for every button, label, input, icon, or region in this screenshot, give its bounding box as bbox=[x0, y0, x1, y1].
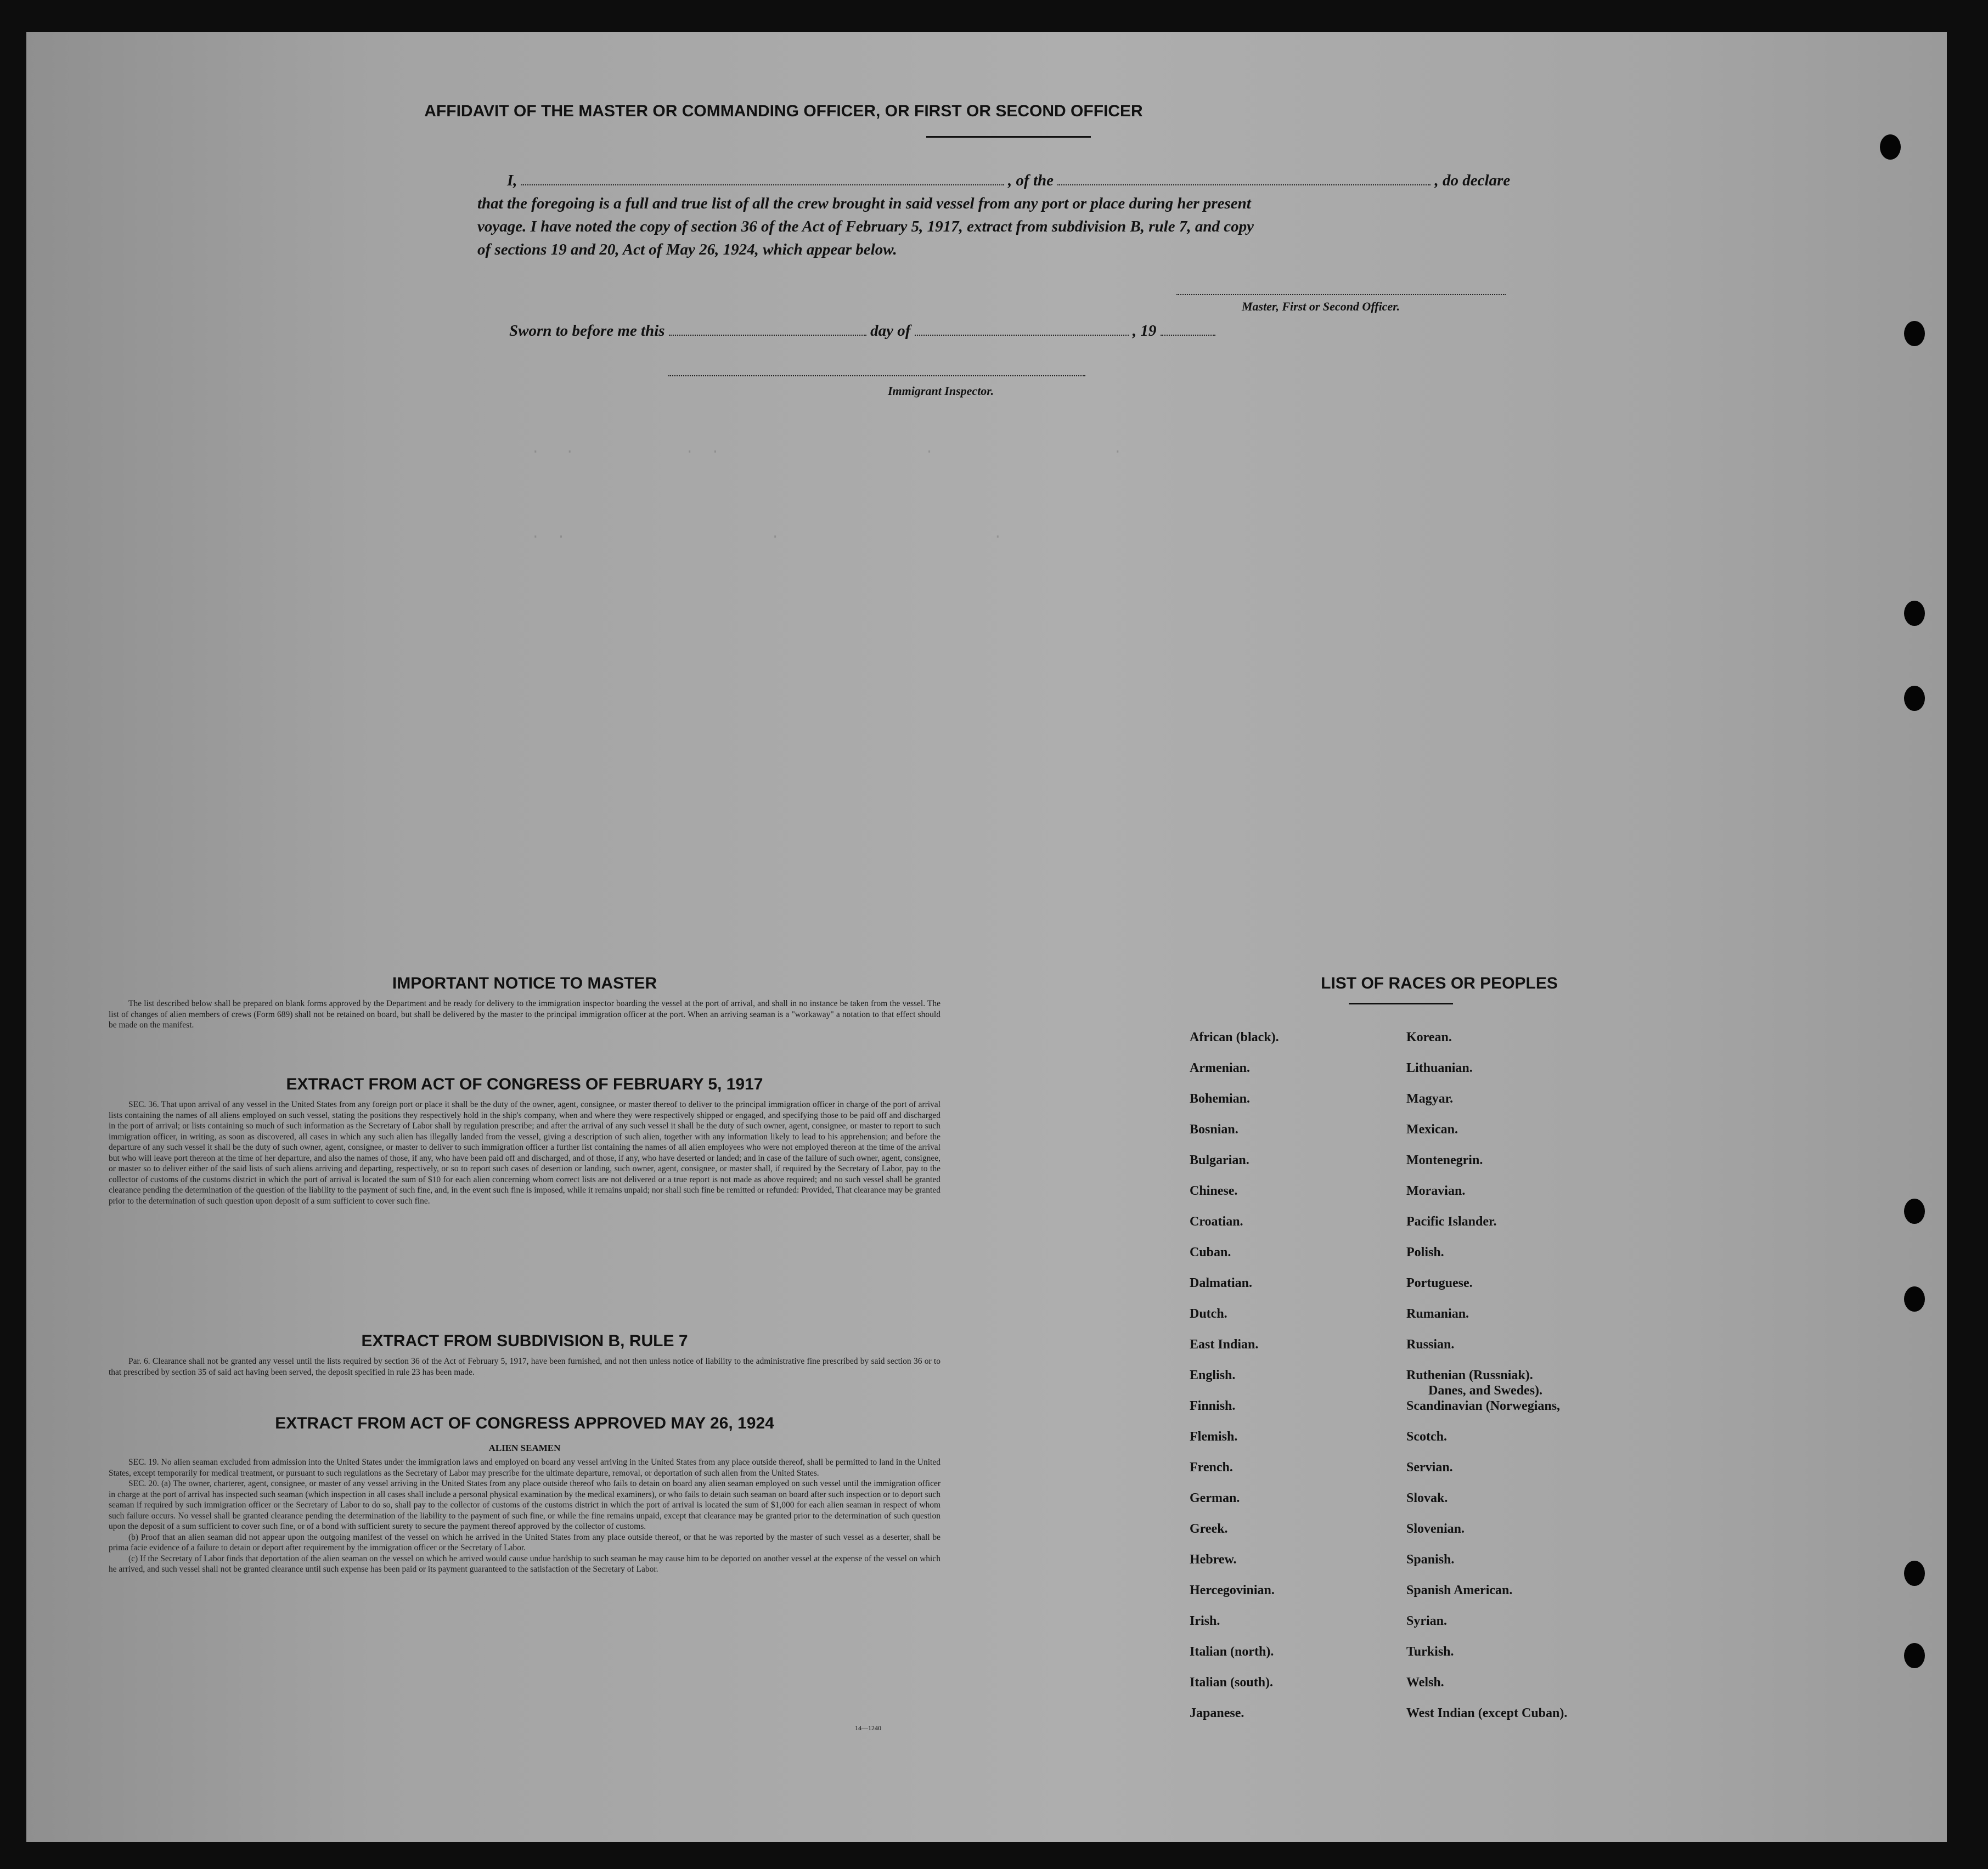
race-item: Dalmatian. bbox=[1190, 1276, 1252, 1290]
notice-title: IMPORTANT NOTICE TO MASTER bbox=[392, 974, 657, 992]
race-scandinavian-continued: Danes, and Swedes). bbox=[1428, 1384, 1543, 1398]
section-20b-paragraph: (b) Proof that an alien seaman did not appear upon the outgoing manifest of the vessel on which he arrived in the United States from any place outside thereof, or that he was reported by the master of such vessel as a deserter, shall be prima facie evidence of a failure to detain or deport after requirement by the immigration officer or the Secretary of Labor. bbox=[109, 1532, 941, 1552]
affidavit-title: AFFIDAVIT OF THE MASTER OR COMMANDING OFFICER, OR FIRST OR SECOND OFFICER bbox=[424, 102, 1143, 120]
sworn-day-of: day of bbox=[870, 322, 911, 340]
extract-1924-title: EXTRACT FROM ACT OF CONGRESS APPROVED MAY 26, 1924 bbox=[275, 1414, 774, 1432]
race-item: Montenegrin. bbox=[1406, 1153, 1483, 1167]
race-item: Mexican. bbox=[1406, 1122, 1458, 1137]
race-item: Bosnian. bbox=[1190, 1122, 1238, 1137]
race-item: Irish. bbox=[1190, 1614, 1220, 1628]
race-item: Bulgarian. bbox=[1190, 1153, 1249, 1167]
extract-1924-body bbox=[109, 1457, 941, 1575]
race-item: Lithuanian. bbox=[1406, 1061, 1473, 1075]
declaration-do-declare: , do declare bbox=[1434, 172, 1511, 189]
races-column-2 bbox=[1406, 1029, 1567, 1736]
race-item: Italian (north). bbox=[1190, 1645, 1274, 1659]
binder-hole bbox=[1904, 1199, 1925, 1224]
race-item: Bohemian. bbox=[1190, 1092, 1251, 1106]
rule7-title: EXTRACT FROM SUBDIVISION B, RULE 7 bbox=[361, 1332, 688, 1350]
race-item: Greek. bbox=[1190, 1522, 1228, 1536]
race-item: West Indian (except Cuban). bbox=[1406, 1706, 1568, 1720]
binder-hole bbox=[1880, 134, 1901, 160]
extract-1917-body bbox=[109, 1099, 941, 1206]
race-item: Chinese. bbox=[1190, 1184, 1238, 1198]
master-signature-label: Master, First or Second Officer. bbox=[1242, 300, 1400, 313]
race-item: Syrian. bbox=[1406, 1614, 1448, 1628]
race-item: Hercegovinian. bbox=[1190, 1583, 1275, 1597]
sworn-text: Sworn to before me this bbox=[509, 322, 665, 340]
declaration-of-the: , of the bbox=[1008, 172, 1054, 189]
extract-1917-title: EXTRACT FROM ACT OF CONGRESS OF FEBRUARY 5, 1917 bbox=[286, 1075, 763, 1093]
notice-body bbox=[109, 998, 941, 1031]
section-20a-paragraph: SEC. 20. (a) The owner, charterer, agent, consignee, or master of any vessel arriving in the United States from any place outside thereof who fails to detain on board any alien seaman employed on such vessel until the immigration officer in charge at the port of arrival has inspected such seaman (which inspection in all cases shall include a personal physical examination by the medical examiners), or who fails to detain such seaman on board after such inspection or to deport such seaman if required by such immigration officer or the Secretary of Labor to do so, shall pay to the collector of customs of the customs district in which the port of arrival is located the sum of $1,000 for each alien seaman in respect of whom such failure occurs. No vessel shall be granted clearance pending the determination of the liability to the payment of such fine, or while the fine remains unpaid, except that clearance may be granted prior to the determination of such question upon the deposit of a sum sufficient to cover such fine, or of a bond with sufficient surety to secure the payment thereof approved by the collector of customs. bbox=[109, 1479, 941, 1531]
section-19-paragraph: SEC. 19. No alien seaman excluded from admission into the United States under the immigration laws and employed on board any vessel arriving in the United States from any place outside thereof, shall be permitted to land in the United States, except temporarily for medical treatment, or pursuant to such regulations as the Secretary of Labor may prescribe for the ultimate departure, removal, or deportation of such alien from the United States. bbox=[109, 1458, 941, 1478]
binder-hole bbox=[1904, 601, 1925, 626]
title-underline bbox=[926, 136, 1091, 138]
race-item: Ruthenian (Russniak). bbox=[1406, 1368, 1533, 1382]
race-item: Welsh. bbox=[1406, 1675, 1444, 1690]
name-blank bbox=[521, 184, 1004, 185]
notice-paragraph: The list described below shall be prepared on blank forms approved by the Department and be ready for delivery to the immigration inspector boarding the vessel at the port of arrival, and shall in no instance be taken from the vessel. The list of changes of alien members of crews (Form 689) shall not be retained on board, but shall be delivered by the master to the principal immigration officer at the port. When an arriving seaman is a "workaway" a notation to that effect should be made on the manifest. bbox=[109, 999, 941, 1030]
race-item: Spanish. bbox=[1406, 1552, 1455, 1567]
race-item: Flemish. bbox=[1190, 1430, 1238, 1444]
section-20c-paragraph: (c) If the Secretary of Labor finds that deportation of the alien seaman on the vessel on which he arrived would cause undue hardship to such seaman he may cause him to be deported on another vessel at the expense of the vessel on which he arrived, and such vessel shall not be granted clearance until such expense has been paid or its payment guaranteed to the satisfaction of the Secretary of Labor. bbox=[109, 1554, 941, 1574]
binder-hole bbox=[1904, 1286, 1925, 1312]
race-item: Scotch. bbox=[1406, 1430, 1447, 1444]
race-item: Spanish American. bbox=[1406, 1583, 1513, 1597]
declaration-line-3: voyage. I have noted the copy of section 36 of the Act of February 5, 1917, extract from subdivision B, rule 7, and copy bbox=[477, 218, 1254, 235]
race-item: East Indian. bbox=[1190, 1337, 1259, 1352]
bleed-through-text: . . . . . . bbox=[531, 441, 1122, 457]
bleed-through-text: . . . . bbox=[531, 526, 1003, 542]
inspector-label: Immigrant Inspector. bbox=[888, 384, 994, 398]
race-item: Korean. bbox=[1406, 1030, 1452, 1044]
race-item: German. bbox=[1190, 1491, 1240, 1505]
vessel-blank bbox=[1057, 184, 1431, 185]
sworn-day-blank bbox=[669, 335, 866, 336]
par-6-paragraph: Par. 6. Clearance shall not be granted any vessel until the lists required by section 36 of the Act of February 5, 1917, have been furnished, and not then unless notice of liability to the administrative fine prescribed by said section 36 or to that prescribed by section 35 of said act having been served, the deposit specified in rule 23 has been made. bbox=[109, 1357, 941, 1377]
inspector-signature-line bbox=[668, 375, 1085, 376]
race-item: Finnish. bbox=[1190, 1399, 1236, 1413]
races-title-underline bbox=[1349, 1003, 1453, 1004]
race-item: Rumanian. bbox=[1406, 1307, 1469, 1321]
races-column-1 bbox=[1190, 1029, 1279, 1736]
race-item: Magyar. bbox=[1406, 1092, 1454, 1106]
race-item: Servian. bbox=[1406, 1460, 1453, 1475]
master-signature-line bbox=[1176, 294, 1506, 295]
race-item: Turkish. bbox=[1406, 1645, 1454, 1659]
race-item: Slovenian. bbox=[1406, 1522, 1465, 1536]
binder-hole bbox=[1904, 1561, 1925, 1586]
rule7-body bbox=[109, 1356, 941, 1377]
declaration-line-2: that the foregoing is a full and true list of all the crew brought in said vessel from any port or place during her present bbox=[477, 195, 1251, 212]
race-item: Dutch. bbox=[1190, 1307, 1227, 1321]
document-sheet bbox=[26, 32, 1947, 1842]
race-item: Moravian. bbox=[1406, 1184, 1466, 1198]
declaration-line-4: of sections 19 and 20, Act of May 26, 1924, which appear below. bbox=[477, 241, 897, 258]
declaration-i: I, bbox=[507, 172, 517, 189]
race-item: French. bbox=[1190, 1460, 1233, 1475]
sworn-line bbox=[509, 319, 1215, 342]
race-item: Polish. bbox=[1406, 1245, 1444, 1260]
section-36-paragraph: SEC. 36. That upon arrival of any vessel in the United States from any foreign port or place it shall be the duty of the owner, agent, consignee, or master thereof to deliver to the principal immigration officer in charge of the port of arrival lists containing the names of all aliens employed on such vessel, stating the positions they respectively hold in the ship's company, when and where they were respectively shipped or engaged, and specifying those to be paid off and discharged in the port of arrival; or lists containing so much of such information as the Secretary of Labor shall by regulation prescribe; and after the arrival of any such vessel it shall be the duty of such owner, agent, consignee, or master to report to such immigration officer, in writing, as soon as discovered, all cases in which any such alien has illegally landed from the vessel, giving a description of such alien, together with any information likely to lead to his apprehension; and before the departure of any such vessel it shall be the duty of such owner, agent, consignee, or master to deliver to such immigration officer a further list containing the names of all alien employees who were not employed thereon at the time of the arrival but who will leave port thereon at the time of her departure, and also the names of those, if any, who have been paid off and discharged, and of those, if any, who have deserted or landed; and in case of the failure of such owner, agent, consignee, or master so to deliver either of the said lists of such aliens arriving and departing, respectively, or so to report such cases of desertion or landing, such owner, agent, consignee, or master shall, if required by the Secretary of Labor, pay to the collector of customs of the customs district in which the port of arrival is located the sum of $10 for each alien concerning whom correct lists are not delivered or a true report is not made as above required; and no such vessel shall be granted clearance pending the determination of the question of the liability to the payment of such fine, and, in the event such fine is imposed, while it remains unpaid; nor shall such fine be remitted or refunded: Provided, That clearance may be granted prior to the determination of such question upon deposit of a sum sufficient to cover such fine. bbox=[109, 1100, 941, 1206]
race-item: Russian. bbox=[1406, 1337, 1455, 1352]
binder-hole bbox=[1904, 1643, 1925, 1668]
race-item: Armenian. bbox=[1190, 1061, 1250, 1075]
sworn-month-blank bbox=[915, 335, 1129, 336]
race-item: Portuguese. bbox=[1406, 1276, 1473, 1290]
race-item: English. bbox=[1190, 1368, 1236, 1382]
race-item: Italian (south). bbox=[1190, 1675, 1274, 1690]
form-number: 14—1240 bbox=[855, 1724, 881, 1732]
race-item: Croatian. bbox=[1190, 1215, 1243, 1229]
race-item: Slovak. bbox=[1406, 1491, 1448, 1505]
races-title: LIST OF RACES OR PEOPLES bbox=[1321, 974, 1558, 992]
declaration-line-1 bbox=[507, 169, 1510, 192]
sworn-year-blank bbox=[1161, 335, 1215, 336]
race-item: Hebrew. bbox=[1190, 1552, 1237, 1567]
binder-hole bbox=[1904, 686, 1925, 711]
binder-hole bbox=[1904, 321, 1925, 346]
alien-seamen-subtitle: ALIEN SEAMEN bbox=[488, 1443, 561, 1453]
race-item: Japanese. bbox=[1190, 1706, 1244, 1720]
race-item: African (black). bbox=[1190, 1030, 1279, 1044]
race-item: Cuban. bbox=[1190, 1245, 1231, 1260]
race-item: Pacific Islander. bbox=[1406, 1215, 1497, 1229]
race-item: Scandinavian (Norwegians, bbox=[1406, 1399, 1561, 1413]
sworn-year: , 19 bbox=[1132, 322, 1157, 340]
